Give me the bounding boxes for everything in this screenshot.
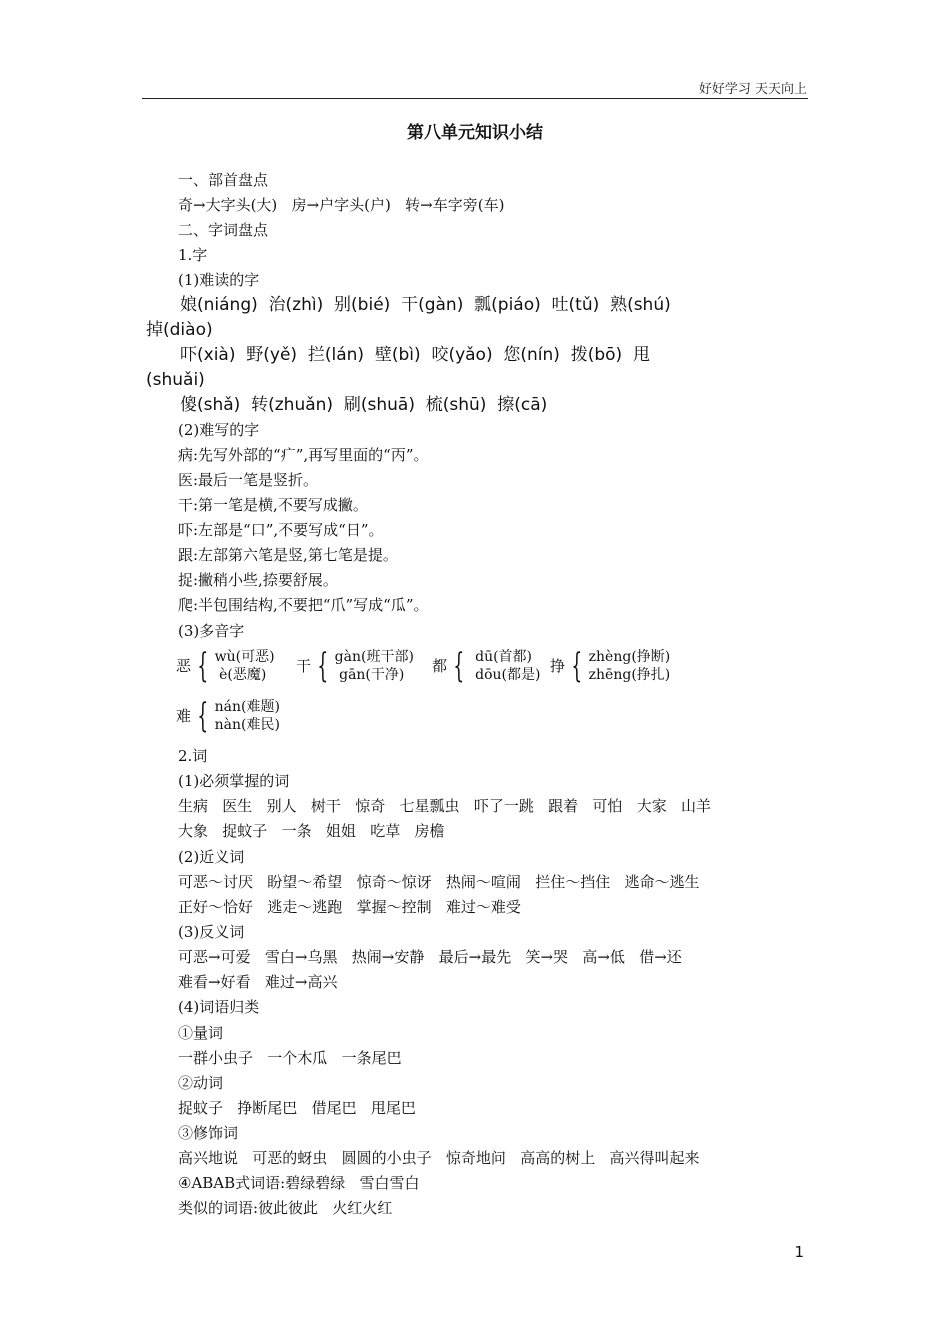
classification-line: 类似的词语:彼此彼此 火红火红: [178, 1199, 393, 1217]
polyphone-heading: (3)多音字: [178, 622, 245, 640]
sub-heading-characters: 1.字: [178, 246, 208, 264]
hard-write-heading: (2)难写的字: [178, 421, 260, 439]
polyphone-char: 挣: [550, 657, 566, 675]
must-words-line: 生病 医生 别人 树干 惊奇 七星瓢虫 吓了一跳 跟着 可怕 大家 山羊: [178, 797, 712, 815]
polyphone-group: [296, 648, 414, 684]
classification-line: 捉蚊子 挣断尾巴 借尾巴 甩尾巴: [178, 1099, 416, 1117]
polyphone-group: [432, 648, 540, 684]
brace-icon: {: [317, 646, 329, 686]
antonyms-heading: (3)反义词: [178, 923, 245, 941]
polyphone-reading: nán(难题): [214, 699, 280, 715]
polyphone-reading: nàn(难民): [214, 717, 280, 733]
classification-line: ③修饰词: [178, 1124, 239, 1142]
polyphone-reading: zhèng(挣断): [588, 649, 671, 665]
polyphone-reading: è(恶魔): [214, 667, 267, 683]
polyphone-group: [550, 648, 670, 684]
must-words-heading: (1)必须掌握的词: [178, 772, 290, 790]
polyphone-char: 难: [176, 707, 192, 725]
polyphone-char: 干: [296, 657, 312, 675]
synonyms-heading: (2)近义词: [178, 848, 245, 866]
hard-write-line: 捉:撇稍小些,捺要舒展。: [178, 571, 338, 589]
classification-line: 高兴地说 可恶的蚜虫 圆圆的小虫子 惊奇地问 高高的树上 高兴得叫起来: [178, 1149, 700, 1167]
hard-write-line: 爬:半包围结构,不要把“爪”写成“瓜”。: [178, 596, 429, 614]
hard-read-line: 傻(shǎ) 转(zhuǎn) 刷(shuā) 梳(shū) 擦(cā): [180, 395, 548, 415]
hard-write-line: 吓:左部是“口”,不要写成“日”。: [178, 521, 384, 539]
classification-line: ①量词: [178, 1024, 224, 1042]
hard-write-line: 干:第一笔是横,不要写成撇。: [178, 496, 368, 514]
polyphone-reading: gān(干净): [334, 667, 405, 683]
antonyms-line: 难看→好看 难过→高兴: [178, 973, 338, 991]
classification-line: ②动词: [178, 1074, 224, 1092]
polyphone-reading: gàn(班干部): [334, 649, 414, 665]
hard-read-line: 娘(niáng) 治(zhì) 别(bié) 干(gàn) 瓢(piáo) 吐(tǔ) 熟(shú): [180, 295, 671, 315]
brace-icon: {: [453, 646, 465, 686]
polyphone-group: [176, 698, 280, 734]
polyphone-reading: zhēng(挣扎): [588, 667, 671, 683]
header-motto: 好好学习 天天向上: [698, 82, 807, 97]
sub-heading-words: 2.词: [178, 747, 208, 765]
hard-read-line: 掉(diào): [146, 320, 213, 340]
polyphone-reading: dōu(都是): [470, 667, 541, 683]
polyphone-group: [176, 648, 275, 684]
hard-read-line: 吓(xià) 野(yě) 拦(lán) 壁(bì) 咬(yǎo) 您(nín) 拨(bō) 甩: [180, 345, 650, 365]
classification-heading: (4)词语归类: [178, 998, 260, 1016]
hard-read-line: (shuǎi): [146, 370, 205, 390]
hard-write-line: 病:先写外部的“疒”,再写里面的“丙”。: [178, 446, 429, 464]
hard-read-heading: (1)难读的字: [178, 271, 260, 289]
section-2-heading: 二、字词盘点: [178, 221, 269, 239]
hard-write-line: 跟:左部第六笔是竖,第七笔是提。: [178, 546, 398, 564]
brace-icon: {: [197, 696, 209, 736]
polyphone-char: 都: [432, 657, 448, 675]
polyphone-char: 恶: [176, 657, 192, 675]
page-title: 第八单元知识小结: [407, 123, 543, 143]
radical-line: 奇→大字头(大) 房→户字头(户) 转→车字旁(车): [178, 196, 505, 214]
header-rule: [142, 98, 808, 99]
polyphone-reading: dū(首都): [470, 649, 533, 665]
classification-line: 一群小虫子 一个木瓜 一条尾巴: [178, 1049, 402, 1067]
antonyms-line: 可恶→可爱 雪白→乌黑 热闹→安静 最后→最先 笑→哭 高→低 借→还: [178, 948, 682, 966]
synonyms-line: 可恶～讨厌 盼望～希望 惊奇～惊讶 热闹～喧闹 拦住～挡住 逃命～逃生: [178, 873, 700, 891]
section-1-heading: 一、部首盘点: [178, 171, 269, 189]
must-words-line: 大象 捉蚊子 一条 姐姐 吃草 房檐: [178, 822, 445, 840]
synonyms-line: 正好～恰好 逃走～逃跑 掌握～控制 难过～难受: [178, 898, 521, 916]
hard-write-line: 医:最后一笔是竖折。: [178, 471, 319, 489]
page-number: 1: [794, 1243, 804, 1261]
polyphone-reading: wù(可恶): [214, 649, 275, 665]
classification-line: ④ABAB式词语:碧绿碧绿 雪白雪白: [178, 1174, 420, 1192]
brace-icon: {: [197, 646, 209, 686]
brace-icon: {: [571, 646, 583, 686]
